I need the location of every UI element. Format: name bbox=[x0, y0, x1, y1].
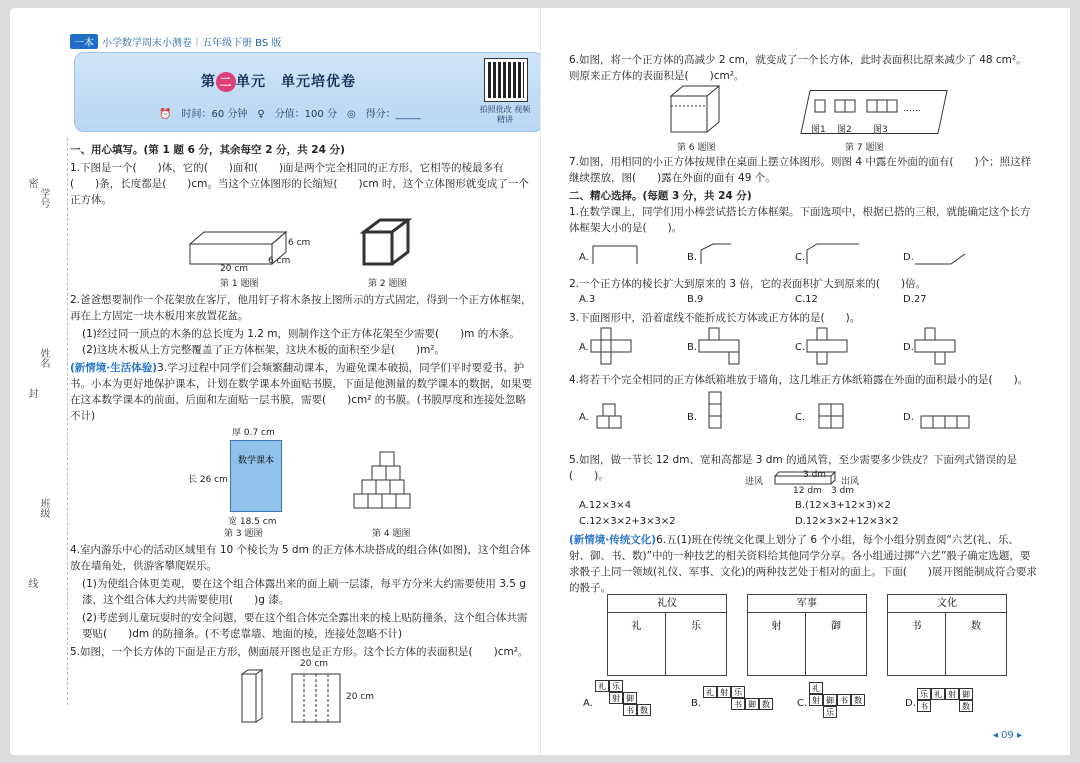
net-b-3: 乐 bbox=[731, 686, 745, 698]
net-b-4: 书 bbox=[731, 698, 745, 710]
c6-option-a[interactable]: A. bbox=[583, 698, 593, 709]
net-a-5: 书 bbox=[623, 704, 637, 716]
binding-margin bbox=[18, 138, 68, 705]
seal-char-1: 密 bbox=[26, 178, 37, 188]
net-c-1: 礼 bbox=[809, 682, 823, 694]
time-label: 时间：60 分钟 bbox=[181, 109, 248, 120]
c3-option-a[interactable]: A. bbox=[579, 342, 589, 353]
question-2-part-1: (1)经过同一顶点的木条的总长度为 1.2 m，则制作这个正方体花架至少需要( )m 的木条。 bbox=[82, 328, 520, 340]
net-b-5: 御 bbox=[745, 698, 759, 710]
question-3 bbox=[70, 360, 532, 424]
box-etiquette-a: 礼 bbox=[608, 613, 666, 675]
section-1-heading: 一、用心填写。(第 1 题 6 分，其余每空 2 分，共 24 分) bbox=[70, 144, 345, 156]
box-culture-b: 数 bbox=[971, 621, 981, 632]
fig1-width: 6 cm bbox=[268, 256, 291, 266]
duct-length-label: 12 dm bbox=[793, 486, 822, 496]
c1-stick-figures bbox=[591, 244, 971, 268]
c5-option-d[interactable]: D.12×3×2+12×3×2 bbox=[795, 516, 899, 527]
got-label: 得分：_____ bbox=[365, 109, 421, 120]
caption-fig-6: 第 6 题图 bbox=[677, 143, 716, 153]
c4-option-b[interactable]: B. bbox=[687, 412, 698, 423]
c3-option-d[interactable]: D. bbox=[903, 342, 914, 353]
question-4-part-2: (2)考虑到儿童玩耍时的安全问题，要在这个组合体完全露出来的棱上贴防撞条，这个组合体共需要贴( )dm 的防撞条。(不考虑靠墙、地面的棱，连接处忽略不计) bbox=[82, 612, 528, 640]
c1-option-a[interactable]: A. bbox=[579, 252, 589, 263]
net-d-4: 御 bbox=[959, 688, 973, 700]
net-c-5: 数 bbox=[851, 694, 865, 706]
exam-meta bbox=[159, 105, 431, 120]
fig1-height: 6 cm bbox=[288, 238, 311, 248]
box-military-a: 射 bbox=[748, 613, 806, 675]
book-width: 宽 18.5 cm bbox=[228, 517, 277, 527]
net-a-1: 礼 bbox=[595, 680, 609, 692]
c1-option-c[interactable]: C. bbox=[795, 252, 806, 263]
question-2-part-2: (2)这块木板从上方完整覆盖了正方体框架，这块木板的面积至少是( )m²。 bbox=[82, 344, 446, 356]
question-2: 2.爸爸想要制作一个花架放在客厅，他用钉子将木条按上图所示的方式固定，得到一个正方体框架，再在上方固定一块木板用来放置花盆。 bbox=[70, 294, 532, 322]
fig1-length: 20 cm bbox=[220, 264, 249, 274]
seal-char-3: 线 bbox=[26, 578, 37, 588]
unit-title bbox=[201, 71, 356, 92]
fig7-label-1: 图1 bbox=[811, 125, 826, 135]
caption-fig-3: 第 3 题图 bbox=[224, 529, 263, 539]
c1-option-b[interactable]: B. bbox=[687, 252, 698, 263]
prism-and-net-figure bbox=[242, 668, 352, 724]
question-4-part-1: (1)为使组合体更美观，要在这个组合体露出来的面上刷一层漆，每平方分米大约需要使用 3.5 g 漆，这个组合体大约共需要使用( )g 漆。 bbox=[82, 578, 526, 606]
box-military-b: 御 bbox=[831, 621, 841, 632]
c6-tag: (新情境·传统文化) bbox=[569, 534, 657, 546]
qr-code[interactable] bbox=[485, 59, 527, 101]
net-c-3: 御 bbox=[823, 694, 837, 706]
fig7-ellipsis: …… bbox=[903, 104, 921, 114]
c3-net-figures bbox=[591, 328, 1011, 364]
choice-4: 4.将若干个完全相同的正方体纸箱堆放于墙角，这几堆正方体纸箱露在外面的面积最小的是( )。 bbox=[569, 374, 1029, 386]
question-4: 4.室内游乐中心的活动区域里有 10 个棱长为 5 dm 的正方体木块搭成的组合体(如图)，这个组合体放在墙角处，供游客攀爬娱乐。 bbox=[70, 544, 531, 572]
c4-option-c[interactable]: C. bbox=[795, 412, 806, 423]
net-c-6: 乐 bbox=[823, 706, 837, 718]
choice-2: 2.一个正方体的棱长扩大到原来的 3 倍，它的表面积扩大到原来的( )倍。 bbox=[569, 278, 927, 290]
fig7-label-3: 图3 bbox=[873, 125, 888, 135]
net-c-2: 射 bbox=[809, 694, 823, 706]
cube-figure-6 bbox=[671, 84, 721, 136]
caption-fig-1: 第 1 题图 bbox=[220, 279, 259, 289]
clock-icon: ⏰ bbox=[159, 109, 172, 120]
caption-fig-4: 第 4 题图 bbox=[372, 529, 411, 539]
seal-char-2: 封 bbox=[26, 388, 37, 398]
unit-post: 单元 bbox=[236, 74, 266, 90]
q3-tag: (新情境·生活体验) bbox=[70, 362, 158, 374]
box-etiquette-head: 礼仪 bbox=[608, 595, 726, 613]
series-title: 小学数学周末小测卷｜五年级下册 BS 版 bbox=[102, 38, 282, 49]
choice-3: 3.下面图形中，沿着虚线不能折成长方体或正方体的是( )。 bbox=[569, 312, 861, 324]
c5-option-c[interactable]: C.12×3×2+3×3×2 bbox=[579, 516, 676, 527]
cuboid-figure bbox=[190, 228, 310, 276]
net-b-2: 射 bbox=[717, 686, 731, 698]
net-b-6: 数 bbox=[759, 698, 773, 710]
caption-fig-7: 第 7 题图 bbox=[845, 143, 884, 153]
question-6: 6.如图，将一个正方体的高减少 2 cm，就变成了一个长方体，此时表面积比原来减少了 48 cm²。则原来正方体的表面积是( )cm²。 bbox=[569, 54, 1027, 82]
net-a-2: 乐 bbox=[609, 680, 623, 692]
c3-option-c[interactable]: C. bbox=[795, 342, 806, 353]
choice-1: 1.在数学课上，同学们用小棒尝试搭长方体框架。下面选项中，根据已搭的三根，就能确定这个长方体框架大小的是( )。 bbox=[569, 206, 1031, 234]
q3-text: 3.学习过程中同学们会频繁翻动课本，为避免课本破损，同学们平时要爱书、护书。小本为更好地保护课本，计划在数学课本外面贴书膜，下面是他测量的数学课本的数据，如果要在这本数学课本的前面、后面和左面贴一层书膜，需要( )cm² 的书膜。(书膜厚度和连接处忽略不计) bbox=[70, 362, 532, 422]
target-icon: ◎ bbox=[346, 109, 356, 120]
question-7: 7.如图，用相同的小正方体按规律在桌面上摆立体图形。则图 4 中露在外面的面有( )个；照这样继续摆放，图( )露在外面的面有 49 个。 bbox=[569, 156, 1032, 184]
score-label: 分值：100 分 bbox=[274, 109, 337, 120]
page-number-value: 09 bbox=[1001, 730, 1014, 741]
c5-option-a[interactable]: A.12×3×4 bbox=[579, 500, 632, 511]
net-a-3: 射 bbox=[609, 692, 623, 704]
box-military-head: 军事 bbox=[748, 595, 866, 613]
right-page bbox=[540, 8, 1070, 755]
student-id-label: 学号 bbox=[38, 188, 49, 208]
c3-option-b[interactable]: B. bbox=[687, 342, 698, 353]
box-etiquette bbox=[607, 594, 727, 676]
net-d-2: 礼 bbox=[931, 688, 945, 700]
c2-option-b[interactable]: B.9 bbox=[687, 294, 704, 305]
box-culture-a: 书 bbox=[888, 613, 946, 675]
box-etiquette-b: 乐 bbox=[691, 621, 701, 632]
net-d-3: 射 bbox=[945, 688, 959, 700]
net-width-label: 20 cm bbox=[300, 659, 329, 669]
logo: 一本 bbox=[70, 34, 98, 49]
question-5: 5.如图，一个长方体的下面是正方形，侧面展开图也是正方形。这个长方体的表面积是( )cm²。 bbox=[70, 646, 529, 658]
name-label: 姓名 bbox=[38, 348, 49, 368]
unit-number: 二 bbox=[216, 72, 236, 92]
qr-caption: 拍照批改 视频精讲 bbox=[479, 105, 531, 124]
cube-frame-figure bbox=[360, 218, 412, 274]
duct-outlet-label: 出风 bbox=[841, 477, 860, 487]
page-number: ◂ 09 ▸ bbox=[992, 730, 1022, 741]
c4-option-a[interactable]: A. bbox=[579, 412, 589, 423]
c6-option-c[interactable]: C. bbox=[797, 698, 808, 709]
c4-box-stacks bbox=[597, 392, 1017, 432]
c6-text: 6.五(1)班在传统文化课上划分了 6 个小组，每个小组分别查阅“六艺(礼、乐、射、御、书、数)”中的一种技艺的相关资料给其他同学分享。各小组通过掷“六艺”骰子确定选题，要求骰子上同一领域(礼仪、军事、文化)的两种技艺处于相对的面上。下面( )展开图能制成符合要求的骰子。 bbox=[569, 534, 1037, 594]
box-culture bbox=[887, 594, 1007, 676]
net-b-1: 礼 bbox=[703, 686, 717, 698]
duct-inlet-label: 进风 bbox=[745, 477, 764, 487]
fig7-label-2: 图2 bbox=[837, 125, 852, 135]
paper-title: 单元培优卷 bbox=[281, 74, 356, 90]
question-1: 1.下图是一个( )体，它的( )面和( )面是两个完全相同的正方形，它相等的棱最多有( )条，长度都是( )cm。当这个立体图形的长缩短( )cm 时，这个立体图形就变成了一个正方体。 bbox=[70, 162, 529, 206]
book-length: 长 26 cm bbox=[188, 475, 228, 485]
book-figure bbox=[230, 440, 282, 512]
net-height-label: 20 cm bbox=[346, 692, 375, 702]
duct-width-label: 3 dm bbox=[803, 470, 827, 480]
net-c-4: 书 bbox=[837, 694, 851, 706]
net-d-1: 乐 bbox=[917, 688, 931, 700]
unit-pre: 第 bbox=[201, 74, 216, 90]
person-icon: ♀ bbox=[257, 109, 265, 120]
book-name: 数学课本 bbox=[237, 456, 274, 466]
unit-banner bbox=[74, 52, 544, 132]
c5-option-b[interactable]: B.(12×3+12×3)×2 bbox=[795, 500, 891, 511]
stacked-cubes-figure bbox=[350, 448, 420, 518]
box-military bbox=[747, 594, 867, 676]
c6-option-b[interactable]: B. bbox=[691, 698, 702, 709]
caption-fig-2: 第 2 题图 bbox=[368, 279, 407, 289]
net-d-5: 书 bbox=[917, 700, 931, 712]
book-thickness: 厚 0.7 cm bbox=[232, 428, 275, 438]
cube-rows-figure bbox=[815, 96, 915, 120]
c2-option-a[interactable]: A.3 bbox=[579, 294, 596, 305]
c6-option-d[interactable]: D. bbox=[905, 698, 916, 709]
c4-option-d[interactable]: D. bbox=[903, 412, 914, 423]
net-a-4: 御 bbox=[623, 692, 637, 704]
c2-option-c[interactable]: C.12 bbox=[795, 294, 818, 305]
choice-5: 5.如图，做一节长 12 dm、宽和高都是 3 dm 的通风管，至少需要多少铁皮？下面列式错误的是( )。 bbox=[569, 454, 1018, 482]
c2-option-d[interactable]: D.27 bbox=[903, 294, 927, 305]
net-d-6: 数 bbox=[959, 700, 973, 712]
c1-option-d[interactable]: D. bbox=[903, 252, 914, 263]
choice-6 bbox=[569, 532, 1037, 596]
net-a-6: 数 bbox=[637, 704, 651, 716]
duct-height-label: 3 dm bbox=[831, 486, 855, 496]
box-culture-head: 文化 bbox=[888, 595, 1006, 613]
left-page bbox=[10, 8, 540, 755]
section-2-heading: 二、精心选择。(每题 3 分，共 24 分) bbox=[569, 190, 752, 202]
series-header bbox=[70, 34, 281, 49]
class-label: 班级 bbox=[38, 498, 49, 518]
